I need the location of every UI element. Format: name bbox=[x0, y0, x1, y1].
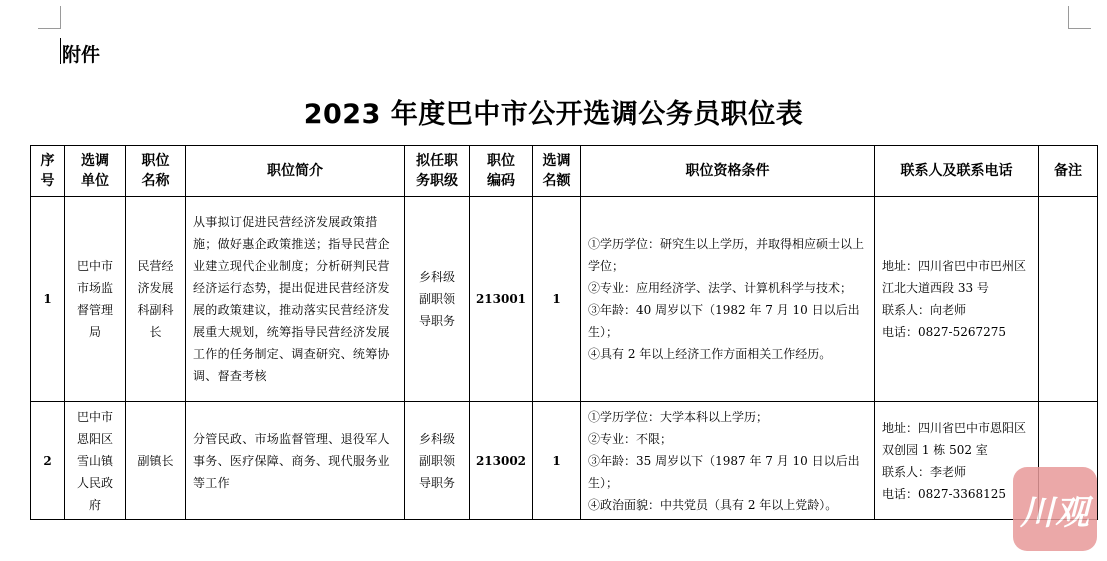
row-grade: 乡科级副职领导职务 bbox=[405, 197, 470, 402]
row-contact bbox=[875, 197, 1039, 402]
row-remarks bbox=[1039, 197, 1098, 402]
row-unit: 巴中市市场监督管理局 bbox=[65, 197, 126, 402]
qualification-item: ①学历学位：大学本科以上学历； bbox=[588, 409, 769, 424]
qualification-item: ③年龄：40 周岁以下（1982 年 7 月 10 日以后出生）； bbox=[588, 303, 860, 339]
row-code: 213002 bbox=[470, 402, 533, 520]
contact-address: 地址：四川省巴中市巴州区江北大道西段 33 号 bbox=[882, 259, 1027, 295]
watermark-logo: 川观 bbox=[1013, 467, 1097, 551]
qualification-item: ④政治面貌：中共党员（具有 2 年以上党龄）。 bbox=[588, 497, 838, 512]
header-unit: 选调 单位 bbox=[65, 146, 126, 197]
qualification-item: ②专业：不限； bbox=[588, 431, 673, 446]
attachment-label[interactable]: 附件 bbox=[62, 44, 101, 66]
row-code: 213001 bbox=[470, 197, 533, 402]
text-cursor bbox=[60, 38, 61, 64]
positions-table bbox=[30, 145, 1098, 520]
header-summary: 职位简介 bbox=[186, 146, 405, 197]
qualification-item: ①学历学位：研究生以上学历，并取得相应硕士以上学位； bbox=[588, 237, 865, 273]
header-remarks: 备注 bbox=[1039, 146, 1098, 197]
contact-person: 联系人：李老师 bbox=[882, 464, 967, 479]
row-qualifications bbox=[581, 402, 875, 520]
header-code: 职位 编码 bbox=[470, 146, 533, 197]
row-summary: 从事拟订促进民营经济发展政策措施；做好惠企政策推送；指导民营企业建立现代企业制度；分析研判民营经济运行态势，提出促进民营经济发展的政策建议，推动落实民营经济发展重大规划，统筹指导民营经济发展工作的任务制定、调查研究、统筹协调、督查考核 bbox=[186, 197, 405, 402]
header-quota: 选调 名额 bbox=[533, 146, 581, 197]
row-summary: 分管民政、市场监督管理、退役军人事务、医疗保障、商务、现代服务业等工作 bbox=[186, 402, 405, 520]
row-seq: 1 bbox=[31, 197, 65, 402]
contact-phone: 电话：0827-5267275 bbox=[882, 325, 1007, 339]
crop-mark-top-right bbox=[1068, 6, 1091, 29]
row-position: 民营经济发展科副科长 bbox=[126, 197, 186, 402]
qualification-item: ③年龄：35 周岁以下（1987 年 7 月 10 日以后出生）； bbox=[588, 453, 860, 490]
table-header-row bbox=[31, 146, 1098, 197]
qualification-item: ②专业：应用经济学、法学、计算机科学与技术； bbox=[588, 281, 853, 295]
qualification-item: ④具有 2 年以上经济工作方面相关工作经历。 bbox=[588, 347, 832, 361]
contact-phone: 电话：0827-3368125 bbox=[882, 486, 1007, 501]
row-seq: 2 bbox=[31, 402, 65, 520]
header-contact: 联系人及联系电话 bbox=[875, 146, 1039, 197]
crop-mark-top-left bbox=[38, 6, 61, 29]
row-qualifications bbox=[581, 197, 875, 402]
row-position: 副镇长 bbox=[126, 402, 186, 520]
row-quota: 1 bbox=[533, 197, 581, 402]
header-grade: 拟任职 务职级 bbox=[405, 146, 470, 197]
contact-address: 地址：四川省巴中市恩阳区双创园 1 栋 502 室 bbox=[882, 420, 1027, 457]
row-grade: 乡科级副职领导职务 bbox=[405, 402, 470, 520]
header-seq: 序 号 bbox=[31, 146, 65, 197]
document-title[interactable]: 2023 年度巴中市公开选调公务员职位表 bbox=[303, 99, 804, 130]
header-qualifications: 职位资格条件 bbox=[581, 146, 875, 197]
header-position: 职位 名称 bbox=[126, 146, 186, 197]
table-row bbox=[31, 197, 1098, 402]
table-row bbox=[31, 402, 1098, 520]
row-quota: 1 bbox=[533, 402, 581, 520]
contact-person: 联系人：向老师 bbox=[882, 303, 967, 317]
row-unit: 巴中市恩阳区雪山镇人民政府 bbox=[65, 402, 126, 520]
